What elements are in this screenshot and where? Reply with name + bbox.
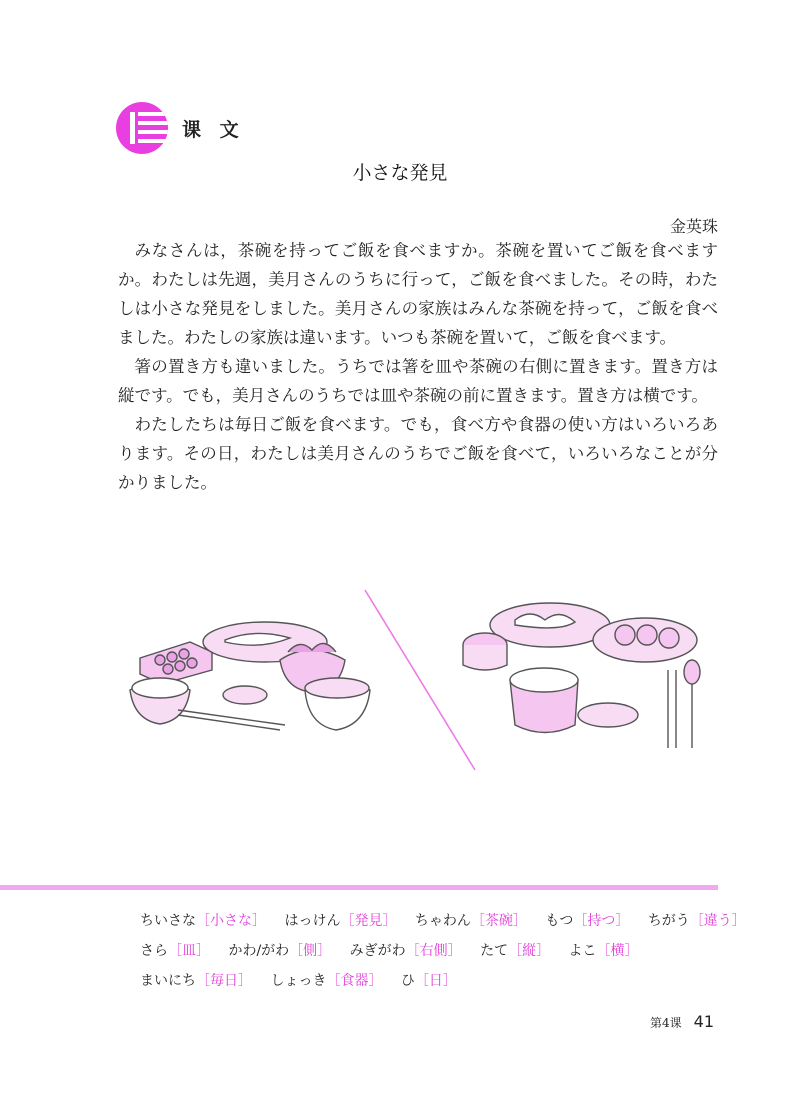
vocabulary-line (140, 936, 730, 966)
vocabulary-divider (0, 885, 718, 890)
section-title: 课 文 (182, 118, 245, 141)
vocab-reading: もつ (545, 913, 574, 929)
vocab-reading: ちいさな (140, 913, 196, 929)
vocab-kanji: ［右側］ (405, 943, 462, 959)
vocab-reading: かわ/がわ (228, 943, 290, 959)
vocabulary-line (140, 966, 730, 996)
vocab-item (270, 973, 382, 989)
vocabulary-list (140, 906, 746, 996)
vocab-item (401, 973, 457, 989)
vocab-kanji: ［小さな］ (196, 913, 266, 929)
vocab-item (284, 913, 396, 929)
vocab-kanji: ［茶碗］ (470, 913, 527, 929)
vocab-item (545, 913, 629, 929)
section-badge-icon (116, 102, 168, 154)
vocab-item (480, 943, 550, 959)
divider-line (365, 590, 475, 770)
lesson-label: 第4课 (650, 1016, 682, 1030)
vocab-kanji: ［発見］ (340, 913, 397, 929)
vocab-kanji: ［違う］ (689, 913, 746, 929)
vocab-reading: ひ (400, 973, 415, 989)
vocab-reading: さら (140, 943, 168, 959)
vocab-kanji: ［側］ (289, 943, 332, 959)
vocab-reading: みぎがわ (349, 943, 406, 959)
vocab-reading: たて (480, 943, 509, 959)
vocab-kanji: ［持つ］ (573, 913, 630, 929)
vocab-item (350, 943, 462, 959)
vocab-kanji: ［縦］ (508, 943, 551, 959)
paragraph-2: 箸の置き方も違いました。うちでは箸を皿や茶碗の右側に置きます。置き方は縦です。でも，美月さんのうちでは皿や茶碗の前に置きます。置き方は横です。 (118, 357, 718, 405)
vocab-reading: はっけん (284, 913, 341, 929)
author-name: 金英珠 (669, 217, 718, 236)
lesson-body (118, 236, 718, 497)
vocab-kanji: ［食器］ (326, 973, 383, 989)
vocab-reading: しょっき (270, 973, 327, 989)
vocab-reading: ちがう (647, 913, 690, 929)
vocab-item (228, 943, 331, 959)
section-header (116, 100, 245, 156)
vocab-item (648, 913, 746, 929)
vocab-item (569, 943, 639, 959)
vocab-reading: よこ (568, 943, 597, 959)
vocab-reading: まいにち (140, 973, 196, 989)
page-number: 41 (693, 1012, 714, 1031)
page-footer (650, 1012, 714, 1031)
right-table-setting (463, 603, 700, 748)
vocab-item (140, 943, 210, 959)
vocab-reading: ちゃわん (414, 913, 471, 929)
vocab-kanji: ［毎日］ (196, 973, 252, 989)
paragraph-1: みなさんは，茶碗を持ってご飯を食べますか。茶碗を置いてご飯を食べますか。わたしは先週，美月さんのうちに行って，ご飯を食べました。その時，わたしは小さな発見をしました。美月さんの家族はみんな茶碗を持って，ご飯を食べました。わたしの家族は違います。いつも茶碗を置いて，ご飯を食べます。 (118, 241, 719, 347)
vocab-item (415, 913, 527, 929)
vocabulary-line (140, 906, 746, 936)
left-table-setting (130, 622, 370, 730)
lesson-title: 小さな発見 (352, 162, 448, 184)
vocab-item (140, 973, 252, 989)
paragraph-3: わたしたちは毎日ご飯を食べます。でも，食べ方や食器の使い方はいろいろあります。その日，わたしは美月さんのうちでご飯を食べて，いろいろなことが分かりました。 (118, 415, 718, 492)
meal-illustration (120, 580, 720, 780)
vocab-kanji: ［皿］ (168, 943, 210, 959)
vocab-kanji: ［日］ (414, 973, 457, 989)
vocab-kanji: ［横］ (596, 943, 639, 959)
vocab-item (140, 913, 266, 929)
